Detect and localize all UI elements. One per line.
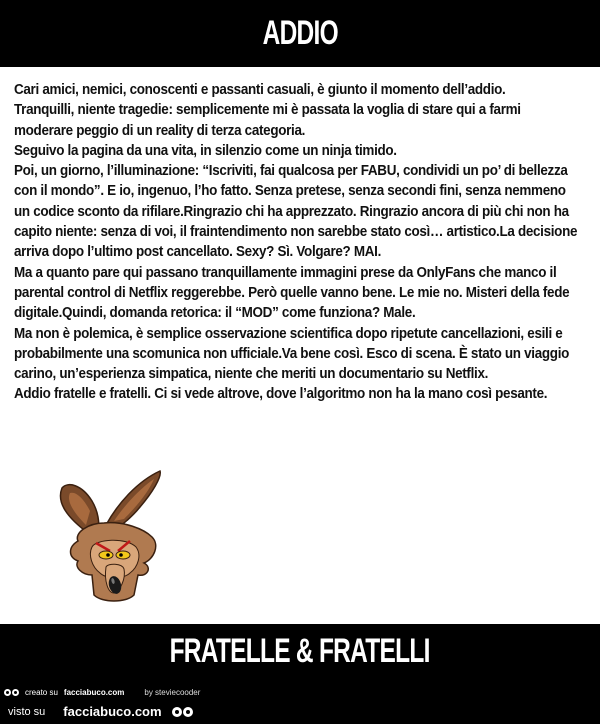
footer-title: FRATELLE & FRATELLI [169,632,431,670]
seen-on-label: visto su [8,705,46,718]
author-credit: by steviecooder [144,688,201,697]
paragraph: Ma non è polemica, è semplice osservazione scientifica dopo ripetute cancellazioni, esili e probabilmente una scomunica non ufficiale.Va bene così. Esco di scena. È stato un viaggio carino, un’esperienza simpatica, niente che meriti un documentario su Netflix. [14,324,570,383]
paragraph: Seguivo la pagina da una vita, in silenzio come un ninja timido. [14,141,397,159]
meme-title: ADDIO [262,14,338,52]
credit-line [4,688,200,697]
header-banner [0,0,600,67]
googly-eyes-icon [4,689,19,696]
seen-on-line [8,704,193,719]
footer-banner [0,624,600,724]
coyote-cartoon-icon [48,463,178,603]
paragraph: Poi, un giorno, l’illuminazione: “Iscriviti, fai qualcosa per FABU, condividi un po’ di bellezza con il mondo”. E io, ingenuo, l’ho fatto. Senza pretese, senza secondi fini, senza nemmeno un codice sconto da rifilare.Ringrazio chi ha apprezzato. Ringrazio ancora di più chi non ha capito niente: senza di voi, il fraintendimento non sarebbe stato così… artistico.La decisione arriva dopo l’ultimo post cancellato. Sexy? Sì. Volgare? MAI. [14,162,578,261]
created-on-brand-link[interactable]: facciabuco.com [63,688,125,697]
seen-on-brand-link[interactable]: facciabuco.com [63,704,162,719]
googly-eyes-icon [172,707,193,717]
paragraph: Addio fratelle e fratelli. Ci si vede altrove, dove l’algoritmo non ha la mano così pesante. [14,385,548,403]
paragraph: Tranquilli, niente tragedie: semplicemente mi è passata la voglia di stare qui a farmi moderare peggio di un reality di terza categoria. [14,101,521,139]
paragraph: Cari amici, nemici, conoscenti e passanti casuali, è giunto il momento dell’addio. [14,81,506,98]
created-on-label: creato su [25,688,58,697]
message-body [14,80,594,405]
paragraph: Ma a quanto pare qui passano tranquillamente immagini prese da OnlyFans che manco il parental control di Netflix reggerebbe. Però quelle vanno bene. Le mie no. Misteri della fede digitale.Quindi, domanda retorica: il “MOD” come funziona? Male. [14,263,570,322]
